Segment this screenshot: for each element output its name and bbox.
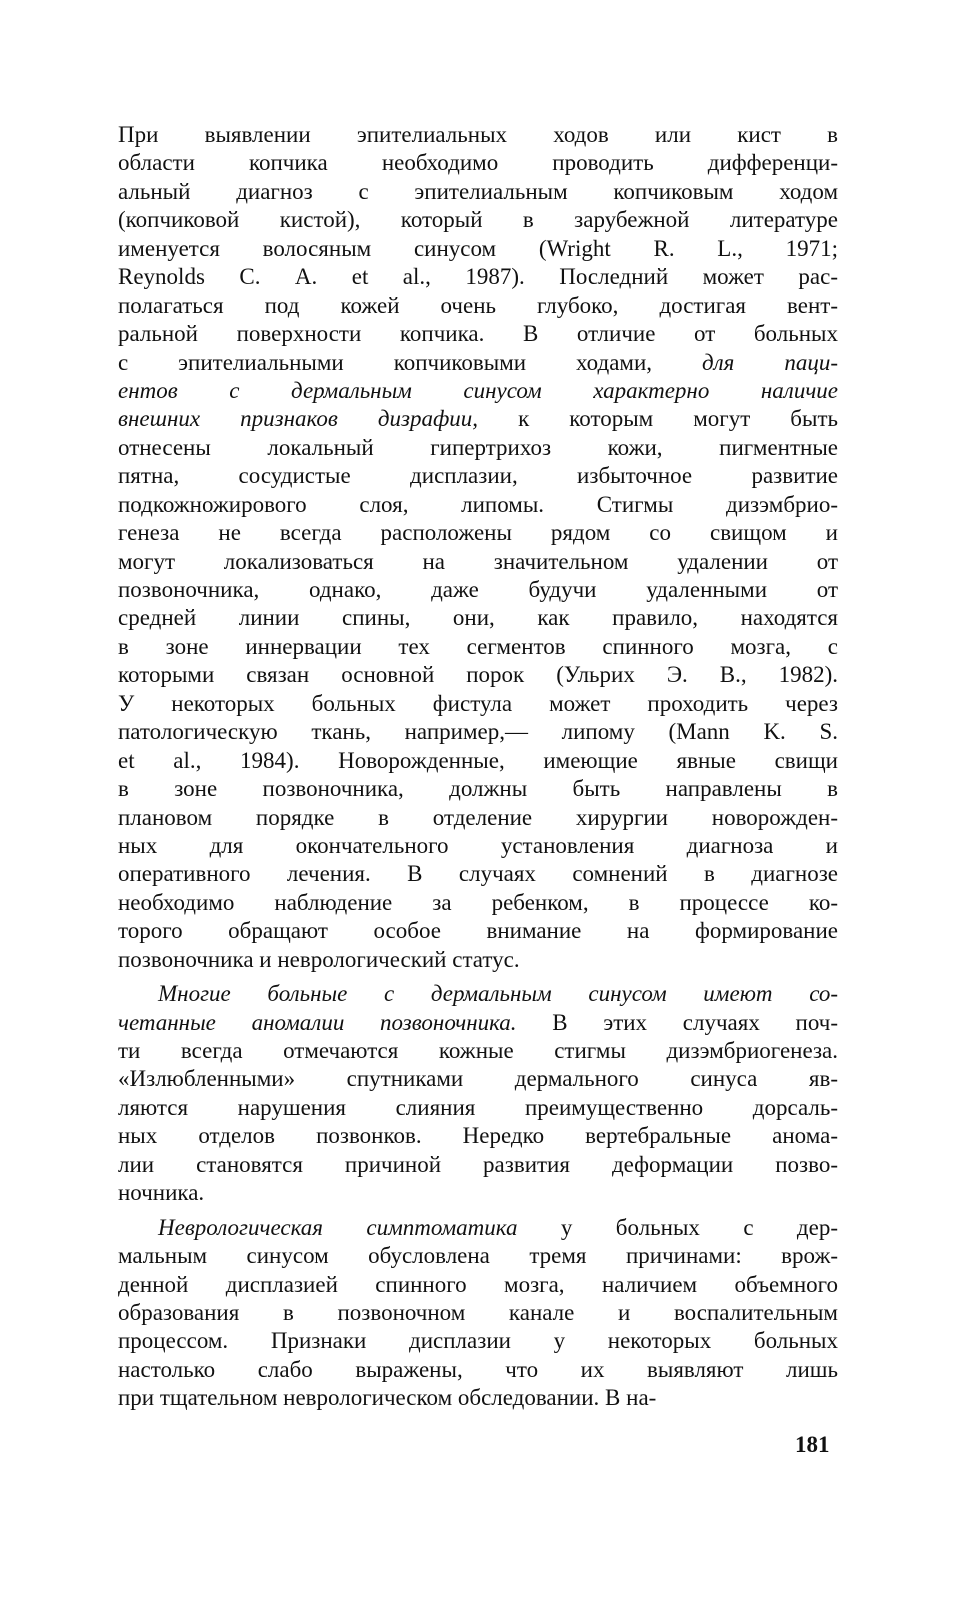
text-line bbox=[118, 1271, 838, 1299]
text-span: необходимо наблюдение за ребенком, в процессе ко- bbox=[118, 889, 838, 915]
text-span: могут локализоваться на значительном удалении от bbox=[118, 548, 838, 574]
text-span: в зоне иннервации тех сегментов спинного мозга, с bbox=[118, 633, 838, 659]
page-number: 181 bbox=[795, 1432, 830, 1457]
text-span: области копчика необходимо проводить дифференци- bbox=[118, 150, 838, 176]
text-line bbox=[118, 1214, 838, 1242]
text-span: в зоне позвоночника, должны быть направлены в bbox=[118, 776, 838, 802]
text-line bbox=[118, 980, 838, 1008]
text-line bbox=[118, 1037, 838, 1065]
text-line bbox=[118, 747, 838, 775]
text-line bbox=[118, 604, 838, 632]
text-line bbox=[118, 292, 838, 320]
text-span: у больных с дер- bbox=[517, 1214, 838, 1240]
italic-text: ентов с дермальным синусом характерно наличие bbox=[118, 377, 838, 403]
text-span: которыми связан основной порок (Ульрих Э. В., 1982). bbox=[118, 662, 838, 688]
text-line bbox=[118, 235, 838, 263]
text-line bbox=[118, 434, 838, 462]
page-body bbox=[118, 121, 838, 1413]
text-span: ночника. bbox=[118, 1180, 205, 1206]
text-line bbox=[118, 206, 838, 234]
text-span: et al., 1984). Новорожденные, имеющие явные свищи bbox=[118, 747, 838, 773]
text-span: При выявлении эпителиальных ходов или кист в bbox=[118, 122, 838, 147]
text-line bbox=[118, 1094, 838, 1122]
text-line bbox=[118, 690, 838, 718]
text-span: образования в позвоночном канале и воспалительным bbox=[118, 1299, 838, 1325]
text-line bbox=[118, 889, 838, 917]
paragraph bbox=[118, 121, 838, 974]
paragraph bbox=[118, 980, 838, 1208]
text-line bbox=[118, 121, 838, 149]
text-line bbox=[118, 832, 838, 860]
text-span: оперативного лечения. В случаях сомнений в диагнозе bbox=[118, 861, 838, 887]
text-line bbox=[118, 633, 838, 661]
text-line bbox=[118, 718, 838, 746]
text-span: ляются нарушения слияния преимущественно дорсаль- bbox=[118, 1094, 838, 1120]
text-line bbox=[118, 1179, 838, 1207]
text-line bbox=[118, 320, 838, 348]
text-line bbox=[118, 462, 838, 490]
text-span: плановом порядке в отделение хирургии новорожден- bbox=[118, 804, 838, 830]
text-span: ральной поверхности копчика. В отличие от больных bbox=[118, 321, 838, 347]
text-span: подкожножирового слоя, липомы. Стигмы дизэмбрио- bbox=[118, 491, 838, 517]
text-span: отнесены локальный гипертрихоз кожи, пигментные bbox=[118, 434, 838, 460]
text-flow bbox=[118, 121, 838, 1413]
text-line bbox=[118, 804, 838, 832]
text-span: «Излюбленными» спутниками дермального синуса яв- bbox=[118, 1066, 838, 1092]
text-span: полагаться под кожей очень глубоко, достигая вент- bbox=[118, 292, 838, 318]
text-line bbox=[118, 1384, 838, 1412]
text-line bbox=[118, 860, 838, 888]
text-line bbox=[118, 548, 838, 576]
text-line bbox=[118, 1122, 838, 1150]
text-span: ти всегда отмечаются кожные стигмы дизэмбриогенеза. bbox=[118, 1038, 838, 1063]
text-line bbox=[118, 178, 838, 206]
text-line bbox=[118, 1065, 838, 1093]
text-line bbox=[118, 349, 838, 377]
text-span: торого обращают особое внимание на формирование bbox=[118, 918, 838, 944]
text-line bbox=[118, 946, 838, 974]
text-span: настолько слабо выражены, что их выявляют лишь bbox=[118, 1356, 838, 1382]
text-line bbox=[118, 1242, 838, 1270]
text-line bbox=[118, 917, 838, 945]
text-line bbox=[118, 1356, 838, 1384]
text-span: В этих случаях поч- bbox=[516, 1009, 838, 1035]
text-span: к которым могут быть bbox=[478, 406, 838, 432]
text-span: (копчиковой кистой), который в зарубежной литературе bbox=[118, 207, 838, 233]
text-line bbox=[118, 377, 838, 405]
text-span: позвоночника и неврологический статус. bbox=[118, 946, 520, 972]
text-span: ных для окончательного установления диагноза и bbox=[118, 832, 838, 858]
italic-text: Неврологическая симптоматика bbox=[158, 1214, 518, 1240]
text-span: процессом. Признаки дисплазии у некоторых больных bbox=[118, 1328, 838, 1354]
text-span: при тщательном неврологическом обследовании. В на- bbox=[118, 1385, 657, 1411]
text-line bbox=[118, 1327, 838, 1355]
text-line bbox=[118, 775, 838, 803]
text-line bbox=[118, 1009, 838, 1037]
text-line bbox=[118, 491, 838, 519]
text-line bbox=[118, 576, 838, 604]
text-line bbox=[118, 1151, 838, 1179]
italic-text: Многие больные с дермальным синусом имеют со- bbox=[158, 981, 838, 1007]
text-span: лии становятся причиной развития деформации позво- bbox=[118, 1151, 838, 1177]
text-span: У некоторых больных фистула может проходить через bbox=[118, 690, 838, 716]
text-line bbox=[118, 1299, 838, 1327]
text-span: денной дисплазией спинного мозга, наличием объемного bbox=[118, 1271, 838, 1297]
text-span: пятна, сосудистые дисплазии, избыточное развитие bbox=[118, 463, 838, 489]
text-line bbox=[118, 661, 838, 689]
text-span: позвоночника, однако, даже будучи удаленными от bbox=[118, 577, 838, 602]
italic-text: внешних признаков дизрафии, bbox=[118, 406, 479, 432]
text-span: генеза не всегда расположены рядом со свищом и bbox=[118, 520, 838, 546]
text-span: патологическую ткань, например,— липому (Mann K. S. bbox=[118, 719, 838, 745]
paragraph bbox=[118, 1214, 838, 1413]
text-line bbox=[118, 149, 838, 177]
text-line bbox=[118, 405, 838, 433]
italic-text: для паци- bbox=[702, 349, 838, 375]
text-span: альный диагноз с эпителиальным копчиковым ходом bbox=[118, 178, 838, 204]
text-line bbox=[118, 519, 838, 547]
text-span: ных отделов позвонков. Нередко вертебральные анома- bbox=[118, 1123, 838, 1149]
text-span: средней линии спины, они, как правило, находятся bbox=[118, 605, 838, 631]
italic-text: четанные аномалии позвоночника. bbox=[118, 1009, 517, 1035]
text-span: мальным синусом обусловлена тремя причинами: врож- bbox=[118, 1243, 838, 1269]
text-span: Reynolds С. A. et al., 1987). Последний может рас- bbox=[118, 264, 838, 290]
text-line bbox=[118, 263, 838, 291]
text-span: с эпителиальными копчиковыми ходами, bbox=[118, 349, 703, 375]
text-span: именуется волосяным синусом (Wright R. L., 1971; bbox=[118, 235, 838, 261]
